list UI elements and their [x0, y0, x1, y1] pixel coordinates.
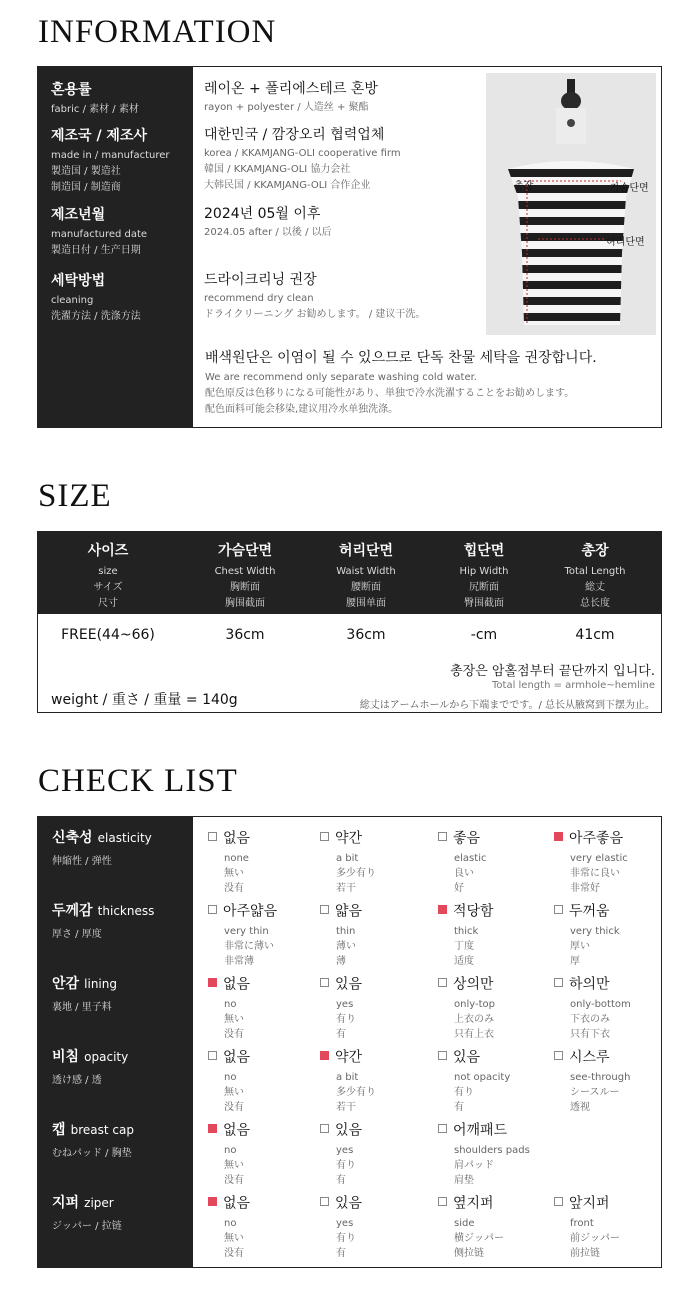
checklist-option[interactable] — [438, 827, 486, 896]
length-note-jp: 総丈はアームホールから下端までです。/ 总长从腋窝到下摆为止。 — [359, 700, 655, 711]
size-col-header-hip — [422, 540, 546, 612]
option-sub: 肩パッド — [454, 1159, 494, 1171]
hip-col-cn: 臀围截面 — [464, 598, 504, 609]
option-sub: 非常薄 — [224, 955, 254, 967]
date-label-sub: manufactured date — [51, 229, 148, 240]
chest-col-jp: 胸断面 — [230, 582, 260, 593]
option-sub: shoulders pads — [454, 1144, 530, 1156]
checklist-row-en: elasticity — [97, 831, 152, 845]
checklist-row-en: opacity — [84, 1050, 129, 1064]
checkbox-icon[interactable] — [208, 978, 217, 987]
origin-label-sub: made in / manufacturer — [51, 150, 170, 161]
origin-label — [51, 125, 170, 196]
option-label: 옆지퍼 — [453, 1195, 494, 1212]
checklist-option[interactable] — [320, 1046, 376, 1115]
hip-col-jp: 尻断面 — [469, 582, 499, 593]
option-sub: 没有 — [224, 1247, 244, 1259]
size-col-jp: サイズ — [93, 582, 123, 593]
size-col-ko: 사이즈 — [87, 543, 129, 559]
checkbox-icon[interactable] — [438, 978, 447, 987]
option-sub: 非常好 — [570, 882, 600, 894]
option-label: 있음 — [335, 1122, 363, 1139]
option-label: 아주얇음 — [223, 903, 278, 920]
option-sub: 只有下衣 — [570, 1028, 610, 1040]
checkbox-icon[interactable] — [554, 905, 563, 914]
option-sub: 有 — [336, 1247, 346, 1259]
option-sub: not opacity — [454, 1071, 511, 1083]
checklist-option[interactable] — [554, 1192, 620, 1261]
option-sub: 無い — [224, 1013, 244, 1025]
checkbox-icon[interactable] — [554, 1197, 563, 1206]
checklist-option[interactable] — [320, 1192, 362, 1261]
checkbox-icon[interactable] — [320, 832, 329, 841]
length-mark-label: 총장 — [514, 181, 534, 192]
origin-value-cn: 大韩民国 / KKAMJANG-OLI 合作企业 — [204, 180, 371, 191]
checklist-row-label — [52, 827, 152, 867]
origin-label-sub-cn: 制造国 / 制造商 — [51, 182, 121, 193]
origin-value — [204, 124, 401, 194]
checklist-option[interactable] — [320, 900, 362, 969]
option-sub: 适度 — [454, 955, 474, 967]
option-sub: 厚い — [570, 940, 590, 952]
option-sub: 上衣のみ — [454, 1013, 494, 1025]
length-note-en: Total length = armhole~hemline — [492, 680, 655, 691]
option-label: 상의만 — [453, 976, 494, 993]
option-sub: yes — [336, 1217, 354, 1229]
checklist-row-en: ziper — [84, 1196, 114, 1210]
checklist-option[interactable] — [208, 1046, 250, 1115]
option-label: 좋음 — [453, 830, 481, 847]
option-label: 어깨패드 — [453, 1122, 508, 1139]
option-sub: 有り — [454, 1086, 474, 1098]
chest-col-cn: 胸围截面 — [225, 598, 265, 609]
length-col-en: Total Length — [564, 566, 626, 577]
waist-value: 36cm — [346, 627, 386, 643]
option-sub: 没有 — [224, 1101, 244, 1113]
origin-label-sub-jp: 製造国 / 製造社 — [51, 166, 121, 177]
chest-value: 36cm — [225, 627, 265, 643]
cleaning-value-main: 드라이크리닝 권장 — [204, 272, 317, 288]
option-sub: none — [224, 852, 249, 864]
option-sub: 若干 — [336, 882, 356, 894]
date-value — [204, 203, 332, 241]
option-sub: 無い — [224, 867, 244, 879]
option-label: 있음 — [453, 1049, 481, 1066]
option-sub: 没有 — [224, 882, 244, 894]
waist-col-cn: 腰围单面 — [346, 598, 386, 609]
option-label: 아주좋음 — [569, 830, 624, 847]
care-note-main: 배색원단은 이염이 될 수 있으므로 단독 찬물 세탁을 권장합니다. — [205, 350, 597, 366]
option-sub: a bit — [336, 852, 359, 864]
fabric-label-ko: 혼용률 — [51, 82, 92, 98]
cleaning-label — [51, 270, 141, 325]
checklist-row-ko: 신축성 — [52, 830, 93, 846]
checklist-row-label — [52, 1192, 122, 1232]
checklist-option[interactable] — [208, 1119, 250, 1188]
option-label: 있음 — [335, 976, 363, 993]
option-sub: 前拉链 — [570, 1247, 600, 1259]
cleaning-value-jp: ドライクリーニング お勧めします。 / 建议干洗。 — [204, 309, 426, 320]
checklist-row-label — [52, 900, 154, 940]
option-sub: 肩垫 — [454, 1174, 474, 1186]
checkbox-icon[interactable] — [554, 1051, 563, 1060]
cleaning-label-sub: cleaning — [51, 295, 94, 306]
checklist-row-sub: 透け感 / 透 — [52, 1075, 102, 1086]
checklist-row-ko: 캡 — [52, 1122, 66, 1138]
option-sub: only-bottom — [570, 998, 631, 1010]
cleaning-label-ko: 세탁방법 — [51, 273, 106, 289]
checklist-row-sub: 伸縮性 / 弹性 — [52, 856, 112, 867]
checklist-option[interactable] — [438, 1192, 504, 1261]
length-value: 41cm — [575, 627, 615, 643]
size-col-header-length — [533, 540, 657, 612]
option-sub: yes — [336, 998, 354, 1010]
checklist-option[interactable] — [320, 973, 362, 1042]
checkbox-icon[interactable] — [438, 1051, 447, 1060]
length-col-jp: 総丈 — [585, 582, 605, 593]
checklist-table — [37, 816, 662, 1268]
checklist-option[interactable] — [438, 1119, 530, 1188]
option-sub: very thin — [224, 925, 269, 937]
option-label: 없음 — [223, 1122, 251, 1139]
waist-mark-label: 허리단면 — [606, 237, 645, 248]
option-sub: 有り — [336, 1013, 356, 1025]
care-note — [205, 347, 597, 418]
origin-value-main: 대한민국 / 깜장오리 협력업체 — [204, 127, 385, 143]
checklist-row-en: thickness — [97, 904, 155, 918]
checklist-row-sub: むねパッド / 胸垫 — [52, 1148, 132, 1159]
checklist-option[interactable] — [554, 827, 628, 896]
option-sub: 若干 — [336, 1101, 356, 1113]
option-label: 약간 — [335, 1049, 363, 1066]
checkbox-icon[interactable] — [554, 832, 563, 841]
checklist-option[interactable] — [554, 973, 631, 1042]
origin-value-en: korea / KKAMJANG-OLI cooperative firm — [204, 148, 401, 159]
option-sub: very thick — [570, 925, 620, 937]
cleaning-label-sub-jp: 洗濯方法 / 洗涤方法 — [51, 311, 141, 322]
checklist-row-sub: 厚さ / 厚度 — [52, 929, 102, 940]
option-sub: シースルー — [570, 1086, 620, 1098]
option-sub: very elastic — [570, 852, 628, 864]
option-sub: no — [224, 998, 237, 1010]
option-sub: only-top — [454, 998, 495, 1010]
checklist-row-ko: 지퍼 — [52, 1195, 80, 1211]
checkbox-icon[interactable] — [320, 1197, 329, 1206]
size-col-header-size — [46, 540, 170, 612]
option-sub: 好 — [454, 882, 464, 894]
option-label: 없음 — [223, 1195, 251, 1212]
chest-mark-label: 가슴단면 — [610, 183, 649, 194]
hip-col-en: Hip Width — [459, 566, 509, 577]
option-sub: 只有上衣 — [454, 1028, 494, 1040]
checklist-row-ko: 안감 — [52, 976, 80, 992]
option-sub: 侧拉链 — [454, 1247, 484, 1259]
option-sub: see-through — [570, 1071, 631, 1083]
option-label: 두꺼움 — [569, 903, 610, 920]
option-sub: no — [224, 1217, 237, 1229]
checkbox-icon[interactable] — [208, 1197, 217, 1206]
option-sub: 有り — [336, 1232, 356, 1244]
checklist-row-en: lining — [84, 977, 117, 991]
fabric-value — [204, 78, 378, 116]
checklist-option[interactable] — [208, 1192, 250, 1261]
checkbox-icon[interactable] — [438, 1197, 447, 1206]
option-sub: 薄 — [336, 955, 346, 967]
option-sub: yes — [336, 1144, 354, 1156]
fabric-value-main: 레이온 + 폴리에스테르 혼방 — [204, 81, 378, 97]
chest-col-ko: 가슴단면 — [217, 543, 273, 559]
checkbox-icon[interactable] — [554, 978, 563, 987]
checklist-option[interactable] — [438, 900, 494, 969]
checklist-option[interactable] — [208, 973, 250, 1042]
size-col-header-waist — [304, 540, 428, 612]
size-value: FREE(44~66) — [61, 627, 155, 643]
checklist-row-label — [52, 1046, 128, 1086]
chest-col-en: Chest Width — [214, 566, 276, 577]
checkbox-icon[interactable] — [438, 1124, 447, 1133]
care-note-jp: 配色原反は色移りになる可能性があり、単独で冷水洗濯することをお勧めします。 — [205, 388, 575, 399]
date-value-sub: 2024.05 after / 以後 / 以后 — [204, 227, 332, 238]
option-sub: 多少有り — [336, 1086, 376, 1098]
garment-photo — [486, 73, 656, 335]
option-label: 없음 — [223, 976, 251, 993]
checklist-row-en: breast cap — [70, 1123, 134, 1137]
date-value-main: 2024년 05월 이후 — [204, 206, 321, 222]
length-note-ko: 총장은 암홀점부터 끝단까지 입니다. — [450, 664, 655, 679]
cleaning-value-en: recommend dry clean — [204, 293, 314, 304]
origin-label-ko: 제조국 / 제조사 — [51, 128, 148, 144]
option-sub: no — [224, 1071, 237, 1083]
checklist-row-sub: 裏地 / 里子料 — [52, 1002, 112, 1013]
checkbox-icon[interactable] — [438, 905, 447, 914]
option-sub: 有 — [336, 1028, 346, 1040]
checkbox-icon[interactable] — [208, 905, 217, 914]
size-heading: SIZE — [38, 478, 112, 514]
option-sub: 有 — [336, 1174, 346, 1186]
option-sub: 没有 — [224, 1028, 244, 1040]
option-sub: 横ジッパー — [454, 1232, 504, 1244]
option-label: 시스루 — [569, 1049, 610, 1066]
checkbox-icon[interactable] — [320, 1124, 329, 1133]
information-table — [37, 66, 662, 428]
waist-col-jp: 腰断面 — [351, 582, 381, 593]
option-sub: elastic — [454, 852, 487, 864]
option-sub: 丁度 — [454, 940, 474, 952]
date-label-ko: 제조년월 — [51, 207, 106, 223]
option-label: 약간 — [335, 830, 363, 847]
checklist-row-label — [52, 973, 117, 1013]
option-sub: thick — [454, 925, 479, 937]
option-sub: 良い — [454, 867, 474, 879]
option-sub: 多少有り — [336, 867, 376, 879]
option-sub: 透视 — [570, 1101, 590, 1113]
waist-col-ko: 허리단면 — [338, 543, 394, 559]
weight-text: weight / 重さ / 重量 = 140g — [51, 692, 238, 708]
hip-col-ko: 힙단면 — [463, 543, 505, 559]
option-sub: 非常に良い — [570, 867, 620, 879]
option-sub: 下衣のみ — [570, 1013, 610, 1025]
checklist-row-sub: ジッパー / 拉链 — [52, 1221, 122, 1232]
care-note-cn: 配色面料可能会移染,建议用冷水单独洗涤。 — [205, 404, 399, 415]
size-col-en: size — [98, 566, 118, 577]
checklist-row-label — [52, 1119, 134, 1159]
care-note-en: We are recommend only separate washing cold water. — [205, 372, 477, 383]
option-sub: 没有 — [224, 1174, 244, 1186]
option-label: 없음 — [223, 830, 251, 847]
option-sub: 有り — [336, 1159, 356, 1171]
option-label: 있음 — [335, 1195, 363, 1212]
checklist-option[interactable] — [208, 900, 277, 969]
option-sub: 非常に薄い — [224, 940, 274, 952]
checklist-option[interactable] — [320, 1119, 362, 1188]
checkbox-icon[interactable] — [208, 1051, 217, 1060]
checkbox-icon[interactable] — [438, 832, 447, 841]
waist-col-en: Waist Width — [336, 566, 396, 577]
checkbox-icon[interactable] — [208, 832, 217, 841]
option-sub: 無い — [224, 1086, 244, 1098]
checklist-heading: CHECK LIST — [38, 763, 238, 799]
checklist-row-ko: 두께감 — [52, 903, 93, 919]
checklist-option[interactable] — [554, 900, 620, 969]
option-sub: front — [570, 1217, 594, 1229]
information-heading: INFORMATION — [38, 14, 277, 50]
option-label: 없음 — [223, 1049, 251, 1066]
option-sub: 無い — [224, 1232, 244, 1244]
option-sub: thin — [336, 925, 356, 937]
striped-top-illustration — [486, 73, 656, 335]
checklist-option[interactable] — [320, 827, 376, 896]
length-col-ko: 총장 — [581, 543, 609, 559]
option-label: 적당함 — [453, 903, 494, 920]
option-sub: 薄い — [336, 940, 356, 952]
size-table — [37, 531, 662, 713]
option-sub: a bit — [336, 1071, 359, 1083]
checklist-option[interactable] — [554, 1046, 630, 1115]
fabric-value-sub: rayon + polyester / 人造丝 + 聚酯 — [204, 102, 369, 113]
checklist-option[interactable] — [438, 973, 495, 1042]
checkbox-icon[interactable] — [320, 905, 329, 914]
checkbox-icon[interactable] — [208, 1124, 217, 1133]
size-col-header-chest — [183, 540, 307, 612]
option-sub: side — [454, 1217, 475, 1229]
option-sub: 前ジッパー — [570, 1232, 620, 1244]
fabric-label-sub: fabric / 素材 / 素材 — [51, 104, 139, 115]
option-label: 하의만 — [569, 976, 610, 993]
hip-value: -cm — [470, 627, 498, 643]
checklist-option[interactable] — [438, 1046, 510, 1115]
length-col-cn: 总长度 — [580, 598, 610, 609]
option-sub: no — [224, 1144, 237, 1156]
option-sub: 無い — [224, 1159, 244, 1171]
checkbox-icon[interactable] — [320, 1051, 329, 1060]
checklist-option[interactable] — [208, 827, 250, 896]
size-col-cn: 尺寸 — [98, 598, 118, 609]
date-label — [51, 204, 147, 259]
checkbox-icon[interactable] — [320, 978, 329, 987]
cleaning-value — [204, 269, 425, 323]
option-sub: 有 — [454, 1101, 464, 1113]
option-label: 얇음 — [335, 903, 363, 920]
checklist-row-ko: 비침 — [52, 1049, 80, 1065]
origin-value-jp: 韓国 / KKAMJANG-OLI 協力会社 — [204, 164, 351, 175]
date-label-sub-jp: 製造日付 / 生产日期 — [51, 245, 141, 256]
fabric-label — [51, 79, 139, 118]
option-label: 앞지퍼 — [569, 1195, 610, 1212]
option-sub: 厚 — [570, 955, 580, 967]
